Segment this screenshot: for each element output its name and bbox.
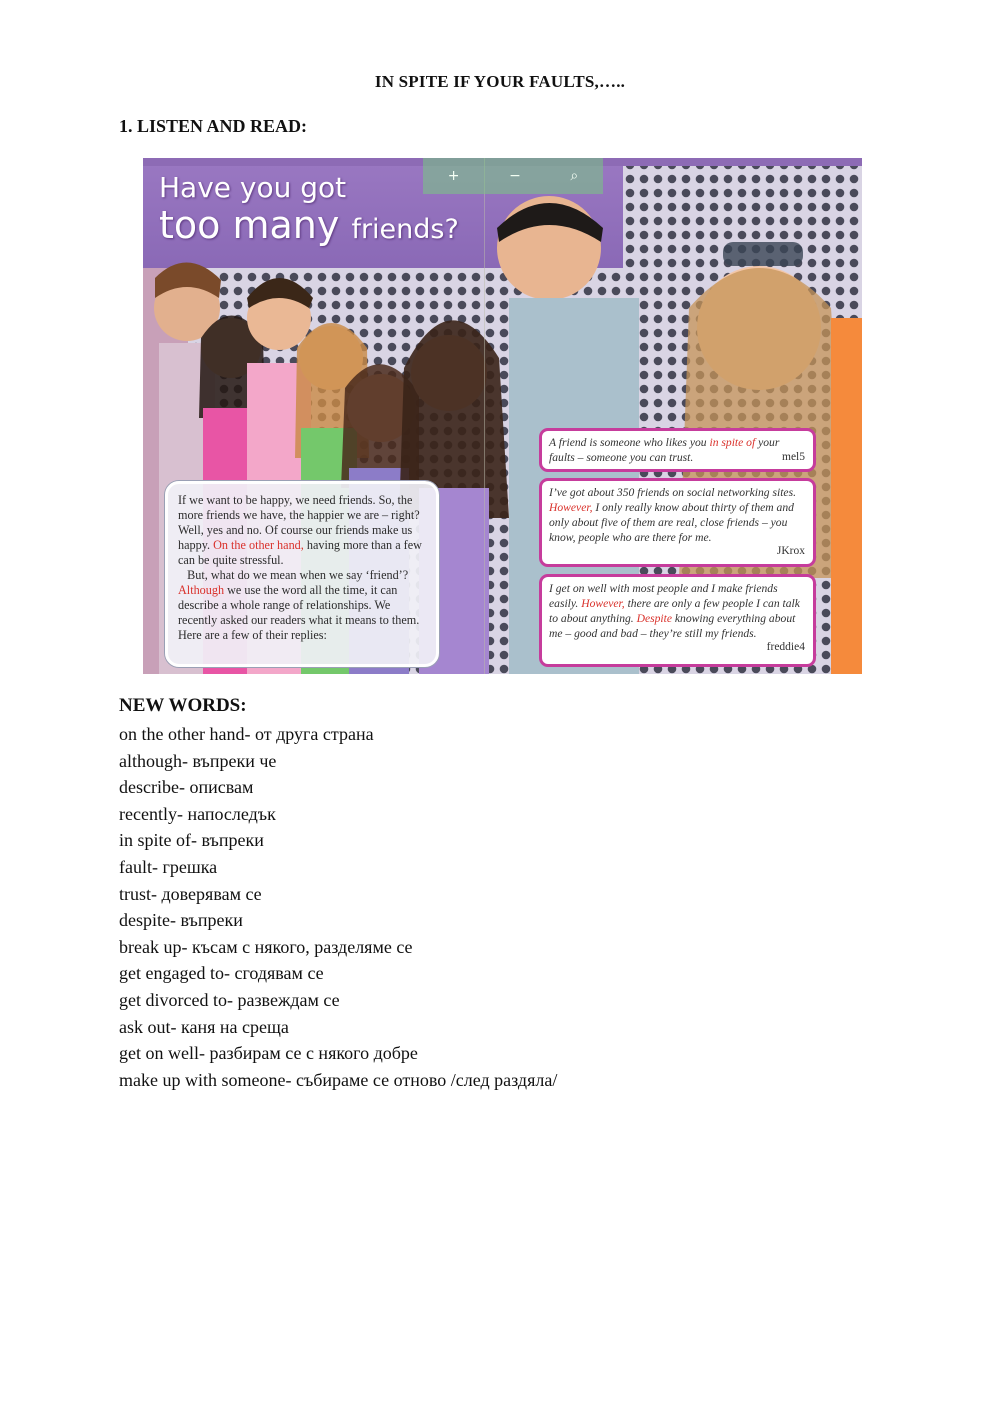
headline-small: friends?: [351, 214, 459, 245]
intro-text: having more than a few can be quite stressful.: [178, 538, 422, 567]
intro-text-box: [165, 481, 439, 667]
highlight-in-spite-of: in spite of: [709, 436, 756, 449]
list-item: despite- въпреки: [119, 910, 243, 931]
list-item: describe- описвам: [119, 777, 254, 798]
headline-big: too many: [159, 203, 340, 247]
quote-text: there are only a few people I can talk to about anything.: [549, 597, 800, 625]
list-item: get engaged to- сгодявам се: [119, 963, 324, 984]
headline-line-1: Have you got: [159, 171, 347, 204]
list-item: get on well- разбирам се с някого добре: [119, 1043, 418, 1064]
magnifier-icon[interactable]: ⌕: [570, 168, 579, 184]
plus-icon[interactable]: +: [447, 168, 460, 184]
list-item: recently- напоследък: [119, 803, 276, 824]
textbook-image: [119, 158, 862, 674]
list-item: in spite of- въпреки: [119, 830, 264, 851]
intro-text: we use the word all the time, it can describe a whole range of relationships. We recently asked our readers what it means to them. Here are a few of their replies:: [178, 583, 420, 642]
highlight-although: Although: [178, 583, 225, 597]
quote-text: I’ve got about 350 friends on social networking sites.: [549, 486, 796, 499]
list-item: fault- грешка: [119, 856, 218, 877]
section-heading: 1. LISTEN AND READ:: [119, 116, 308, 136]
intro-text: But, what do we mean when we say ‘friend’?: [187, 568, 409, 582]
quote-text: your faults – someone you can trust.: [549, 436, 780, 464]
highlight-on-the-other-hand: On the other hand,: [213, 538, 304, 552]
quote-author: JKrox: [776, 545, 805, 557]
article-headline: [159, 172, 459, 251]
quote-box: [539, 478, 816, 567]
intro-text: If we want to be happy, we need friends. So, the more friends we have, the happier we are – right? Well, yes and no. Of course our friends make us happy.: [178, 493, 420, 552]
quote-author: mel5: [782, 451, 805, 463]
new-words-heading: NEW WORDS:: [119, 695, 247, 716]
list-item: get divorced to- развеждам се: [119, 989, 340, 1010]
list-item: make up with someone- събираме се отново /след раздяла/: [119, 1069, 558, 1090]
quote-box: [539, 428, 816, 472]
quote-text: A friend is someone who likes you: [549, 436, 710, 449]
highlight-however: However,: [549, 501, 593, 514]
list-item: ask out- каня на среща: [119, 1016, 289, 1037]
quote-text: I get on well with most people and I make friends easily.: [549, 582, 778, 610]
quote-text: I only really know about thirty of them and only about five of them are real, close friends – you know, people who are there for me.: [549, 501, 794, 544]
list-item: break up- късам с някого, разделяме се: [119, 936, 413, 957]
headline-line-2: [159, 204, 459, 251]
minus-icon[interactable]: −: [509, 168, 521, 184]
quote-text: knowing everything about me – good and bad – they’re still my friends.: [549, 612, 796, 640]
list-item: trust- доверявам се: [119, 883, 262, 904]
highlight-despite: Despite: [636, 612, 673, 625]
image-margin: [119, 158, 143, 674]
list-item: although- въпреки че: [119, 750, 277, 771]
quote-box: [539, 574, 816, 667]
page-title: IN SPITE IF YOUR FAULTS,…..: [374, 72, 626, 91]
quote-author: freddie4: [766, 641, 805, 653]
list-item: on the other hand- от друга страна: [119, 724, 374, 744]
highlight-however: However,: [581, 597, 625, 610]
new-words-list: [119, 721, 557, 1093]
